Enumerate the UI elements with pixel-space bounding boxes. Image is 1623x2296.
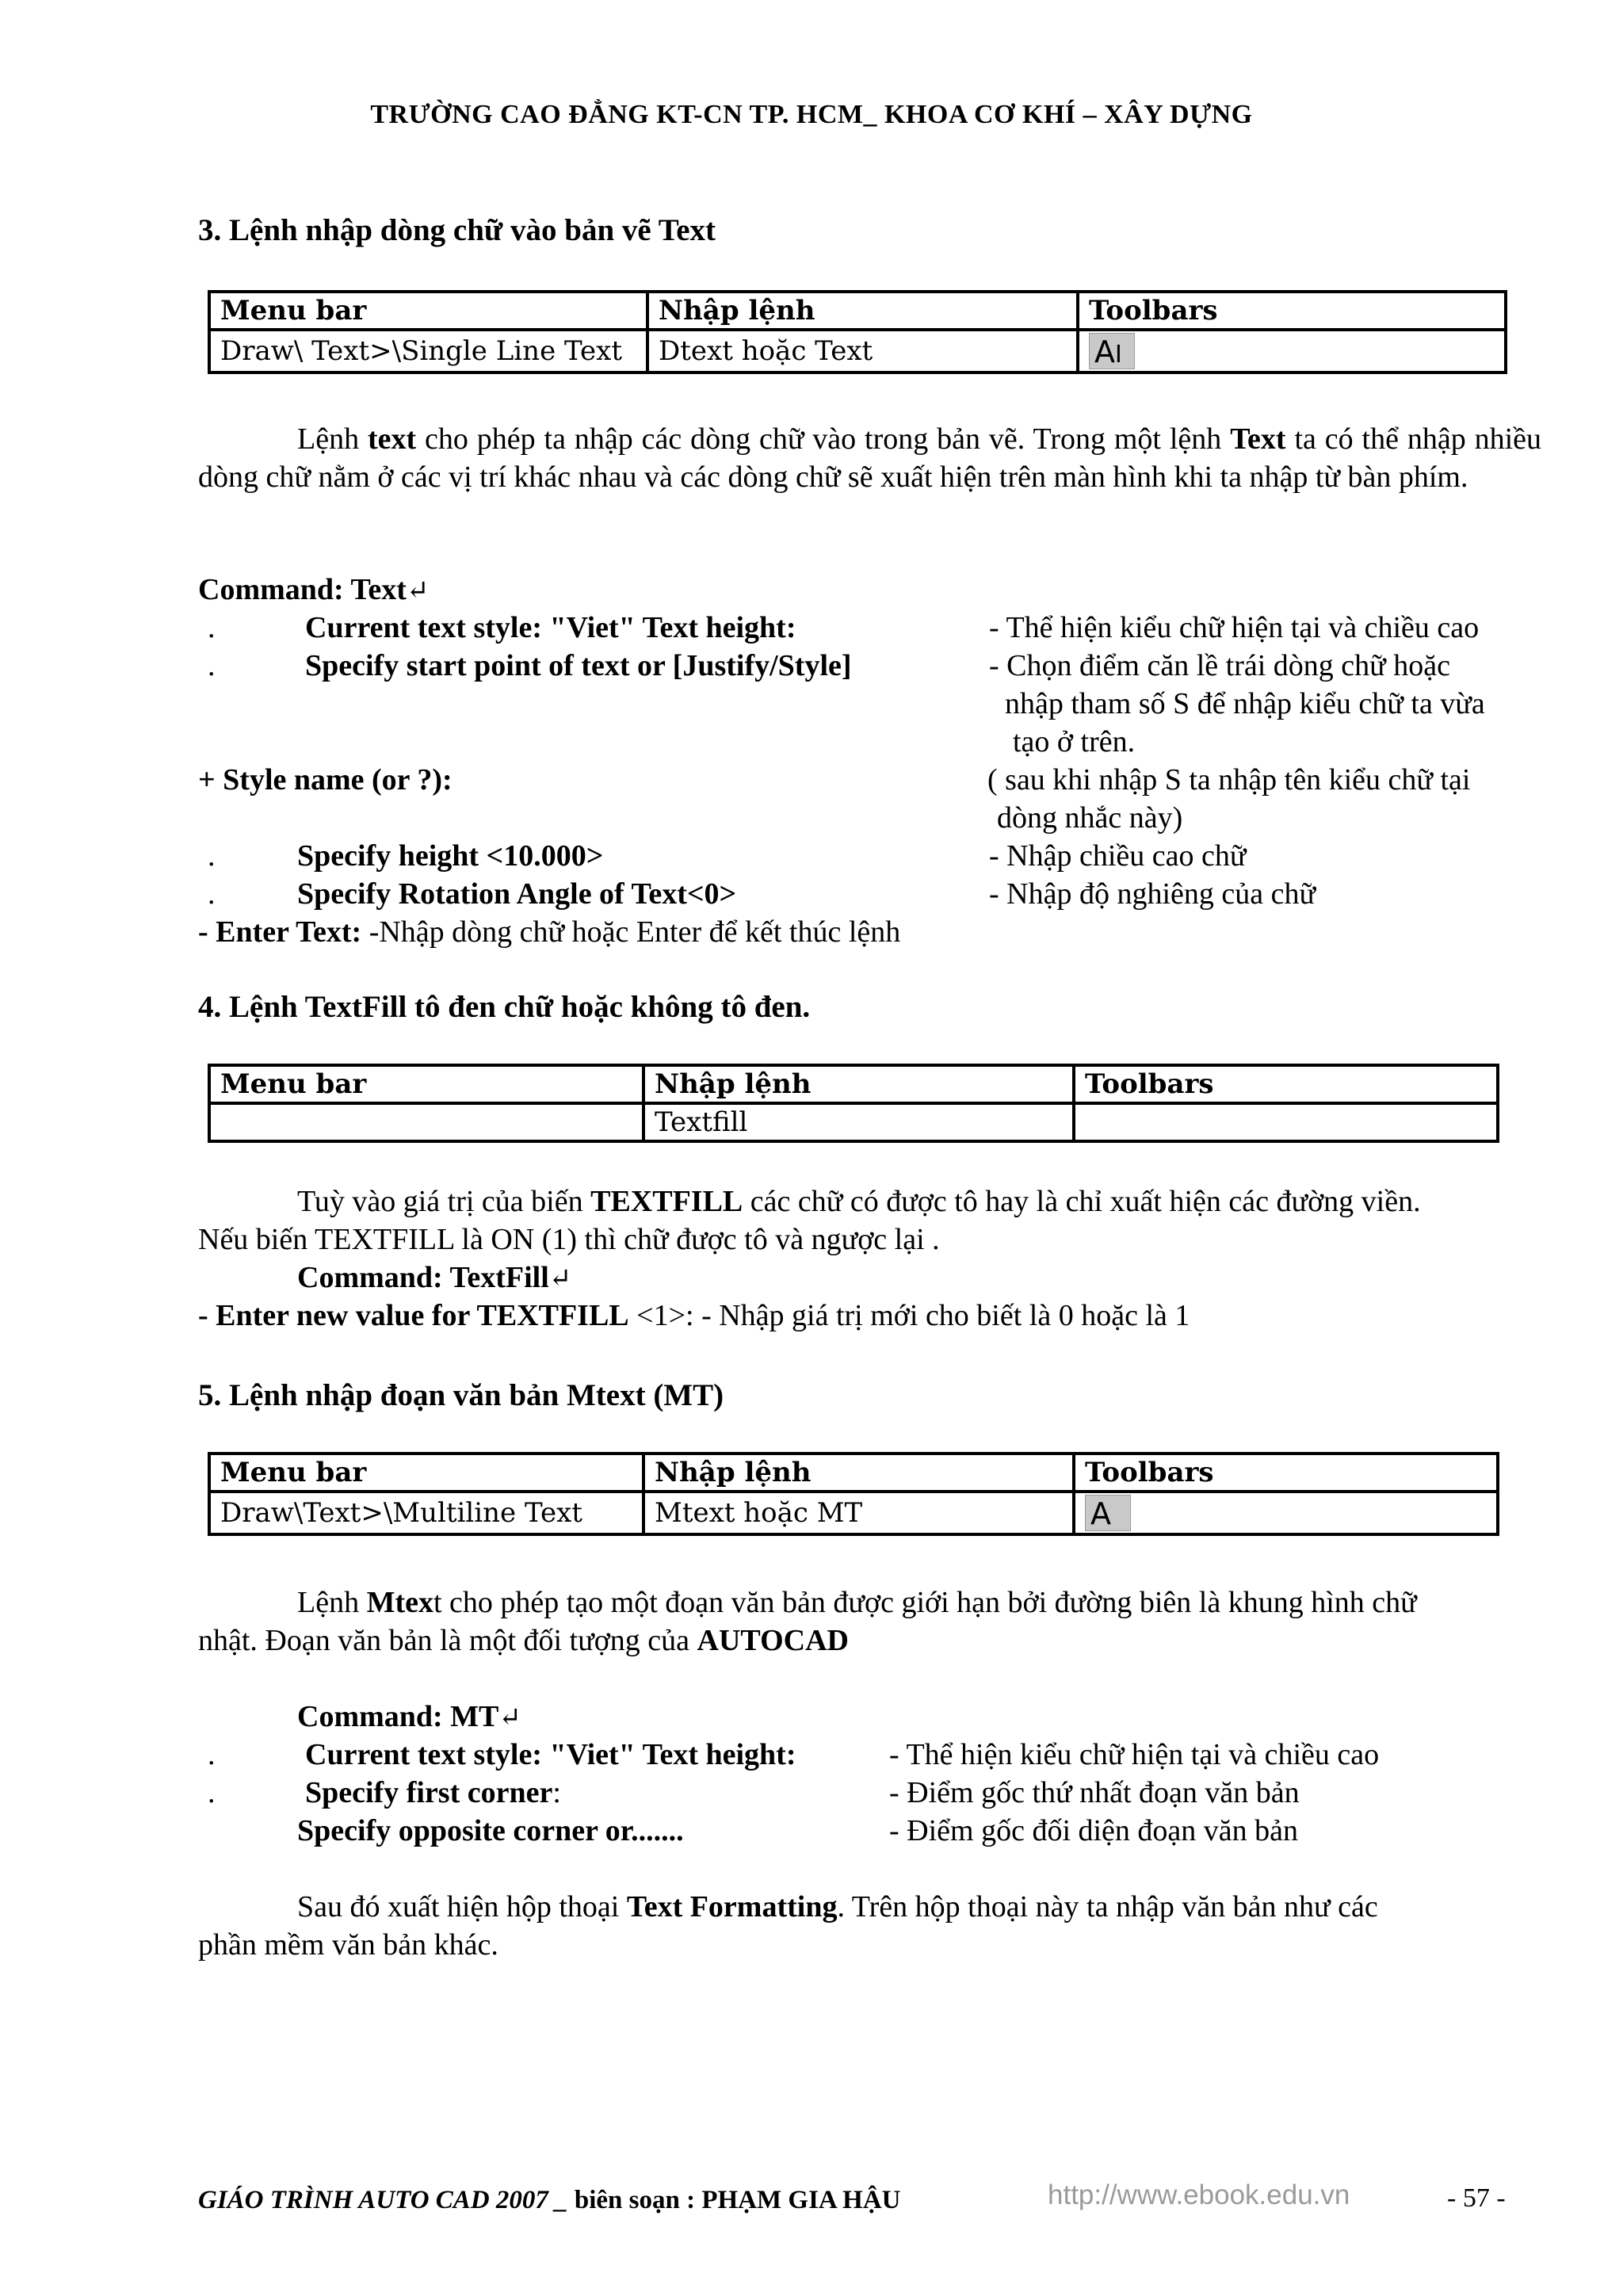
desc-style-name: ( sau khi nhập S ta nhập tên kiểu chữ tại (987, 763, 1471, 797)
prompt-current-style: Current text style: "Viet" Text height: (305, 611, 796, 644)
col-command: Nhập lệnh (643, 1065, 1074, 1103)
desc-current-style: - Thể hiện kiểu chữ hiện tại và chiều cao (889, 1738, 1380, 1771)
command-text: Command: Text↵ (198, 573, 430, 606)
desc-start-point: - Chọn điểm căn lề trái dòng chữ hoặc (989, 649, 1450, 682)
section-4-heading: 4. Lệnh TextFill tô đen chữ hoặc không tô đen. (198, 990, 811, 1024)
enter-text-line: - Enter Text: -Nhập dòng chữ hoặc Enter để kết thúc lệnh (198, 915, 901, 949)
menu-path: Draw\ Text>\Single Line Text (209, 330, 647, 372)
desc-current-style: - Thể hiện kiểu chữ hiện tại và chiều cao (989, 611, 1480, 644)
toolbar-cell (1074, 1492, 1498, 1534)
command-name: Textfill (643, 1103, 1074, 1141)
page-number: - 57 - (1447, 2183, 1506, 2213)
bold-term: Text (1230, 422, 1286, 456)
section-3-paragraph (198, 420, 1541, 496)
col-command: Nhập lệnh (643, 1454, 1074, 1492)
prompt-rotation: Specify Rotation Angle of Text<0> (297, 877, 737, 911)
col-menu-bar: Menu bar (209, 292, 647, 330)
paragraph-text (198, 422, 1541, 494)
command-textfill: Command: TextFill↵ (297, 1261, 572, 1294)
bullet-dot: . (208, 649, 216, 682)
prompt-height: Specify height <10.000> (297, 839, 604, 873)
final-paragraph-line1: Sau đó xuất hiện hộp thoại Text Formatting. Trên hộp thoại này ta nhập văn bản như các (297, 1890, 1378, 1924)
section-5-heading: 5. Lệnh nhập đoạn văn bản Mtext (MT) (198, 1378, 724, 1412)
col-toolbars: Toolbars (1074, 1065, 1498, 1103)
desc-first-corner: - Điểm gốc thứ nhất đoạn văn bản (889, 1776, 1300, 1809)
bullet-dot: . (208, 611, 216, 644)
section-3-heading: 3. Lệnh nhập dòng chữ vào bản vẽ Text (198, 213, 716, 247)
single-line-text-icon[interactable]: AI (1089, 333, 1135, 369)
section-5-paragraph-line1: Lệnh Mtext cho phép tạo một đoạn văn bản được giới hạn bởi đường biên là khung hình chữ (297, 1586, 1417, 1619)
bullet-dot: . (208, 1776, 216, 1809)
paragraph-segment: Lệnh (297, 422, 368, 456)
col-toolbars: Toolbars (1074, 1454, 1498, 1492)
prompt-start-point: Specify start point of text or [Justify/Style] (305, 649, 852, 682)
footer-book-title: GIÁO TRÌNH AUTO CAD 2007 _ biên soạn : PHẠM GIA HẬU (198, 2186, 901, 2214)
page-header: TRƯỜNG CAO ĐẲNG KT-CN TP. HCM_ KHOA CƠ KHÍ – XÂY DỰNG (370, 100, 1253, 129)
prompt-opposite-corner: Specify opposite corner or....... (297, 1814, 684, 1847)
multiline-text-icon[interactable]: A (1085, 1495, 1131, 1531)
desc-start-point-cont2: tạo ở trên. (1013, 725, 1136, 758)
final-paragraph-line2: phần mềm văn bản khác. (198, 1928, 498, 1962)
footer-url[interactable]: http://www.ebook.edu.vn (1048, 2179, 1350, 2210)
menu-path (209, 1103, 643, 1141)
toolbar-cell (1078, 330, 1506, 372)
desc-style-name-cont: dòng nhắc này) (997, 801, 1183, 835)
bullet-dot: . (208, 877, 216, 911)
command-name: Dtext hoặc Text (647, 330, 1078, 372)
menu-path: Draw\Text>\Multiline Text (209, 1492, 643, 1534)
bold-term: text (367, 422, 417, 456)
desc-opposite-corner: - Điểm gốc đối diện đoạn văn bản (889, 1814, 1299, 1847)
prompt-first-corner: Specify first corner: (305, 1776, 561, 1809)
section-5-paragraph-line2: nhật. Đoạn văn bản là một đối tượng của AUTOCAD (198, 1624, 849, 1657)
col-menu-bar: Menu bar (209, 1065, 643, 1103)
bullet-dot: . (208, 839, 216, 873)
command-table-textfill (208, 1064, 1499, 1143)
desc-rotation: - Nhập độ nghiêng của chữ (989, 877, 1316, 911)
prompt-current-style: Current text style: "Viet" Text height: (305, 1738, 796, 1771)
col-toolbars: Toolbars (1078, 292, 1506, 330)
command-mt: Command: MT↵ (297, 1700, 521, 1733)
desc-height: - Nhập chiều cao chữ (989, 839, 1247, 873)
paragraph-segment: ta có thể nhập nhiều dòng chữ nằm ở các vị trí khác nhau và các dòng chữ sẽ xuất hiện trên màn hình khi ta nhập từ bàn phím. (198, 422, 1541, 494)
section-4-paragraph-line2: Nếu biến TEXTFILL là ON (1) thì chữ được tô và ngược lại . (198, 1223, 940, 1256)
col-command: Nhập lệnh (647, 292, 1078, 330)
command-name: Mtext hoặc MT (643, 1492, 1074, 1534)
col-menu-bar: Menu bar (209, 1454, 643, 1492)
paragraph-segment: cho phép ta nhập các dòng chữ vào trong bản vẽ. Trong một lệnh (416, 422, 1231, 456)
desc-start-point-cont: nhập tham số S để nhập kiểu chữ ta vừa (1005, 687, 1485, 720)
section-4-paragraph-line1: Tuỳ vào giá trị của biến TEXTFILL các chữ có được tô hay là chỉ xuất hiện các đường viền. (297, 1185, 1421, 1218)
prompt-style-name: + Style name (or ?): (198, 763, 453, 797)
toolbar-cell (1074, 1103, 1498, 1141)
command-table-mtext (208, 1452, 1499, 1536)
bullet-dot: . (208, 1738, 216, 1771)
enter-textfill-line: - Enter new value for TEXTFILL <1>: - Nhập giá trị mới cho biết là 0 hoặc là 1 (198, 1299, 1190, 1332)
command-table-text (208, 290, 1507, 374)
